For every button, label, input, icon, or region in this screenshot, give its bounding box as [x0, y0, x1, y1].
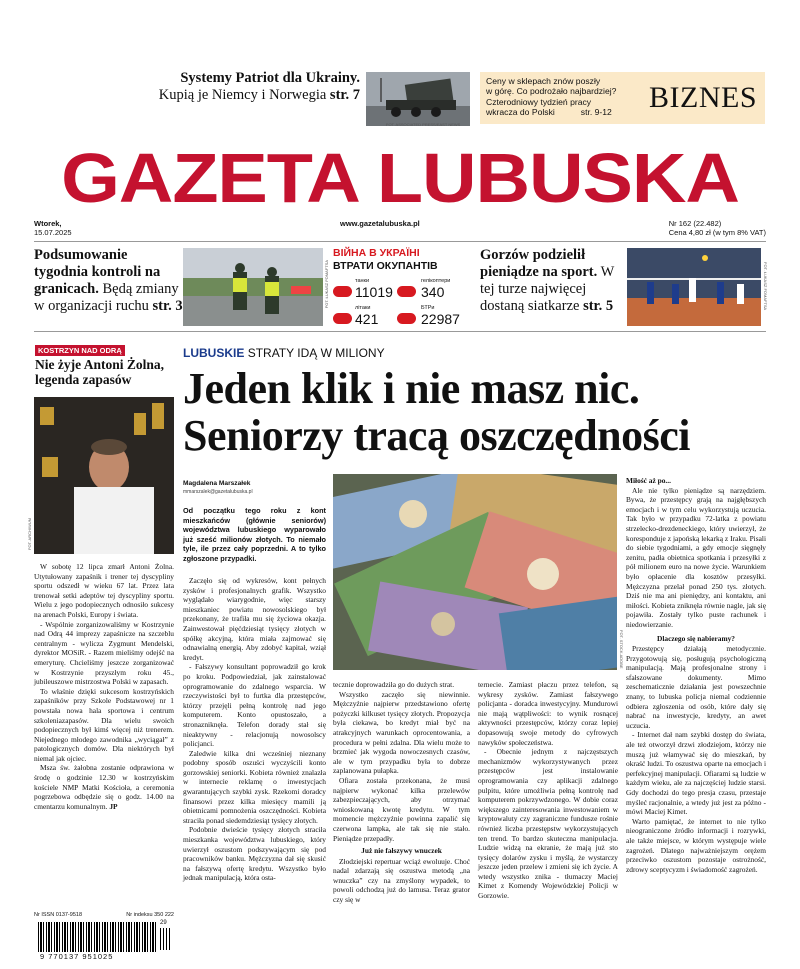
masthead-issue	[669, 219, 766, 237]
masthead-day: Wtorek,	[34, 219, 62, 228]
war-label-0: танки	[355, 278, 370, 284]
sidebar-credit: FOT. ARCHIWUM	[27, 518, 32, 550]
war-title: ВІЙНА В УКРАЇНІ	[333, 247, 420, 259]
war-item-0	[333, 278, 403, 300]
issn-line	[34, 912, 174, 918]
strip-left-page: str. 3	[152, 298, 183, 314]
biznes-line4: wkracza do Polski	[486, 107, 555, 118]
lead-paragraph: Podobnie dwieście tysięcy złotych straciła mieszkanka województwa lubuskiego, który uwierzył oszustom podszywającym się pod pracowników banku. Mężczyzna dał się skusić na fałszywą ofertę kredytu. Wszystko było jednak manipulacją, która osta-	[183, 825, 326, 883]
teaser-patriot-photo[interactable]	[366, 72, 470, 126]
volleyball-photo[interactable]	[627, 248, 761, 326]
war-value-2: 421	[355, 311, 379, 327]
barcode-digits: 9 770137 951025	[40, 952, 114, 961]
lead-column-1	[183, 576, 326, 883]
war-label-2: літаки	[355, 305, 371, 311]
lead-headline-line2: Seniorzy tracą oszczędności	[183, 411, 691, 460]
tank-icon	[333, 286, 352, 297]
biznes-line3: Czterodniowy tydzień pracy	[486, 96, 592, 107]
barcode-addon-bars	[160, 928, 172, 950]
sidebar-paragraph: Msza św. żałobna zostanie odprawiona w środę o godzinie 12.30 w kostrzyńskim kościele NMP Matki Kościoła, a ceremonia pogrzebowa odbędzie się o godz. 14.00 na cmentarzu komunalnym.	[34, 763, 174, 811]
lead-headline-line1: Jeden klik i nie masz nic.	[183, 364, 640, 413]
helicopter-icon	[397, 286, 416, 297]
volleyball-illustration	[627, 248, 761, 326]
lead-email: mmarszalek@gazetalubuska.pl	[183, 489, 253, 495]
war-label-3: БТРи	[421, 305, 435, 311]
sidebar-signature: JP	[109, 801, 118, 811]
war-value-0: 11019	[355, 284, 393, 300]
biznes-page: str. 9-12	[580, 107, 612, 118]
barcode-addon: 29	[160, 920, 167, 926]
lead-column-2	[333, 680, 470, 905]
masthead-date-value: 15.07.2025	[34, 228, 72, 237]
sidebar-paragraph: To właśnie dzięki sukcesom kostrzyńskich zapaśników przy Szkole Podstawowej nr 1 powstała nowa hala sportowa i centrum szkoleniazapasów. Dla wielu swoich podopiecznych był kimś więcej niż trenerem. Niejednego młodego zawodnika „wyciągał” z patologicznych domów. Dla niektórych był niemal jak ojciec.	[34, 686, 174, 763]
lead-kicker	[183, 346, 385, 360]
border-control-photo[interactable]	[183, 248, 323, 326]
lead-paragraph: Złodziejski repertuar wciąż ewoluuje. Choć nadal zdarzają się oszustwa metodą „na wnuczka” czy na zmyślony wypadek, to powoli odchodzą już do lamusa. Teraz grator czy się w	[333, 856, 470, 905]
war-item-2	[333, 305, 403, 327]
war-item-1	[397, 278, 473, 300]
lead-photo-credit: FOT. STOCK.ADOBE	[619, 630, 624, 669]
strip-right-title: Gorzów podzielił pieniądze na sport.	[480, 247, 598, 280]
lead-paragraph: Przestępcy działają metodycznie. Przygotowują się, posługują psychologiczną manipulacją. Mają profesjonalne strony i sfałszowane dokumenty. Mimo zeschematicznie działania jest powszechnie znany, to lubuska policja niemal codziennie odbiera zgłoszenia od osób, które dały się nabrać na inwestycje, kredyty, an awet uczucia.	[626, 644, 766, 730]
lead-paragraph: ternecie. Zamiast płaczu przez telefon, są wykresy zysków. Zamiast fałszywego policjanta - doradca inwestycyjny. Mundurowi nie mają wątpliwości: to wynik rosnącej aktywności przestępców, którzy coraz lepiej dopasowują swoje metody do cyfrowych nawyków społeczeństwa.	[478, 680, 618, 747]
biznes-section-label: BIZNES	[649, 81, 757, 114]
plane-icon	[333, 313, 352, 324]
lead-column-3	[478, 680, 618, 901]
teaser-patriot[interactable]	[100, 70, 360, 104]
lead-kicker-region: LUBUSKIE	[183, 346, 245, 360]
wrestling-coach-illustration	[34, 397, 174, 554]
war-subtitle: ВТРАТИ ОКУПАНТІВ	[333, 260, 438, 272]
strip-credit-right: FOT. ŁUKASZ FOMAFTSA	[763, 262, 768, 311]
lead-paragraph: - Fałszywy konsultant poprowadził go krok po kroku. Podpowiedział, jak zainstalować oprogramowanie do zdalnego wsparcia. W rzeczywistości był to furtka dla przestępców, którzy przejęli pełną kontrolę nad jego komputerem. Konto opustoszało, a stronazniknęła. Telefon dorady stał się nieaktywny - relacjonują nowosolscy policjanci.	[183, 662, 326, 749]
sidebar-paragraph: - Wspólnie zorganizowaliśmy w Kostrzynie nad Odrą 44 imprezy zapaśnicze na szczeblu centralnym - wylicza Zygmunt Mendelski, dyrektor MOSiR. - Razem mieliśmy odejść na emeryturę. Chcieliśmy jeszcze zorganizować w Kostrzynie przyszłym roku 45., jubileuszowe mistrzostwa Polski w zapasach.	[34, 619, 174, 687]
war-item-3	[397, 305, 473, 327]
lead-paragraph: - Internet dał nam szybki dostęp do świata, ale też otworzył drzwi złodziejom, którzy nie muszą już włamywać się do mieszkań, by okraść ludzi. To oszustwa oparte na emocjach i perfekcyjnej manipulacji. Ofiarami są ludzie w każdym wieku, ale za najczęściej ludzie starsi. Gdy dochodzi do tego presja czasu, przestaje myśleć racjonalnie, a wtedy już jest za późno - mówi Maciej Kimet.	[626, 730, 766, 817]
issue-number: Nr 162 (22.482)	[668, 219, 722, 228]
lead-subheading: Dlaczego się nabieramy?	[657, 633, 735, 643]
teaser-patriot-line2: Kupią je Niemcy i Norwegia	[158, 87, 327, 103]
lead-paragraph: - Obecnie jednym z najczęstszych mechanizmów wykorzystywanych przez przestępców jest instalowanie oprogramowania czy aplikacji zdalnego pulpitu, które umożliwia pełną kontrolę nad komputerem pokrzywdzonego. W dobie coraz większego zainteresowania inwestowaniem w kryptowaluty czy zagraniczne fundusze rośnie również liczba przestępstw wykorzystujących ten trend. To bardzo skuteczna manipulacja. Ludzie widzą na ekranie, że mają już sto tysięcy dolarów zysku i myślą, że wystarczy jeszcze jeden przelew i zmieni się ich życie. A wtedy wszystko znika - tłumaczy Maciej Kimet z Komendy Wojewódzkiej Policji w Gorzowie.	[478, 747, 618, 901]
lead-author: Magdalena Marszałek	[183, 480, 251, 487]
issue-price: Cena 4,80 zł (w tym 8% VAT)	[668, 228, 766, 237]
lead-subheading: Miłość aż po...	[626, 476, 671, 485]
strip-right-text: W tej turze najwięcej dostaną siatkarze	[480, 264, 615, 314]
masthead-website[interactable]: www.gazetalubuska.pl	[340, 219, 420, 228]
teaser-biznes[interactable]	[480, 72, 765, 124]
sidebar-title[interactable]: Nie żyje Antoni Żolna, legenda zapasów	[35, 357, 165, 387]
war-box	[333, 247, 473, 329]
lead-subheading: Już nie fałszywy wnuczek	[361, 846, 442, 856]
teaser-patriot-page: str. 7	[329, 87, 360, 103]
strip-left-text: Będą zmiany w organizacji ruchu	[34, 281, 179, 314]
lead-byline	[183, 480, 253, 496]
biznes-line1: Ceny w sklepach znów poszły	[486, 76, 601, 86]
teaser-patriot-line1: Systemy Patriot dla Ukrainy.	[180, 70, 360, 86]
index-number: Nr indeksu 350 222	[126, 912, 174, 918]
war-value-1: 340	[421, 284, 445, 300]
lead-paragraph: Wszystko zaczęło się niewinnie. Mężczyźnie najpierw przedstawiono ofertę pożyczki kilkuset tysięcy złotych. Propozycja była ciekawa, bo kredyt miał być na atrakcyjnych warunkach oprocentowania, a procedura w pełni zdalna. Dla wielu może to brzmieć jak wygoda nowoczesnych czasów, ale w tym przypadku była to dobrze zaplanowana pułapka.	[333, 689, 470, 776]
lead-paragraph: Warto pamiętać, że internet to nie tylko nieograniczone źródło informacji i rozrywki, ale także miejsce, w którym występuje wiele zagrożeń. Dlatego najważniejszym orężem przeciwko oszustom pozostaje ostrożność, zdrowy sceptycyzm i świadomość zagrożeń.	[626, 816, 766, 874]
biznes-line2: w górę. Co podrożało najbardziej?	[486, 86, 617, 97]
lead-headline[interactable]	[183, 365, 768, 459]
masthead-date	[34, 219, 72, 237]
lead-column-4	[626, 476, 766, 874]
lead-paragraph: tecznie doprowadziła go do dużych strat.	[333, 680, 455, 689]
strip-credit-left: FOT. ŁUKASZ FOMAFTSA	[324, 260, 329, 309]
banknotes-illustration	[333, 474, 617, 670]
issn: Nr ISSN 0137-9518	[34, 912, 82, 918]
sidebar-paragraph: W sobotę 12 lipca zmarł Antoni Żolna. Utytułowany zapaśnik i trener tej dyscypliny sportu odszedł w wieku 67 lat. Przez lata trenował setki adeptów tej dyscypliny sportu. Wielu z jego podopiecznych odnosiło sukcesy na arenach Polski, Europy i świata.	[34, 562, 174, 619]
lead-intro: Od początku tego roku z kont mieszkańców (głównie seniorów) województwa lubuskiego wyparowało już sześć milionów złotych. To niemało tyle, ile przez cały poprzedni. A to tylko zgłoszone przypadki.	[183, 506, 326, 563]
sidebar-photo[interactable]	[34, 397, 174, 554]
lead-paragraph: Zaledwie kilka dni wcześniej nieznany podobny sposób oszuści wyczyścili konto gorzowskiej seniorki. Kobieta również znalazła w internecie reklamę o inwestycjach gwarantujących szybki zysk. Rzekomi doradcy finansowi przez kilka miesięcy mamili ją obietnicami pomnożenia oszczędności. Kobieta straciła ponad siedemdziesiąt tysięcy złotych.	[183, 748, 326, 825]
strip-left-teaser[interactable]	[34, 247, 184, 315]
war-value-3: 22987	[421, 311, 460, 327]
border-officers-illustration	[183, 248, 323, 326]
strip-divider	[34, 241, 766, 242]
patriot-launcher-illustration	[366, 72, 470, 126]
war-label-1: гелікоптери	[421, 278, 451, 284]
sidebar-body	[34, 562, 174, 811]
apc-icon	[397, 313, 416, 324]
strip-right-teaser[interactable]	[480, 247, 625, 315]
masthead-title: GAZETA LUBUSKA	[61, 139, 739, 217]
lead-paragraph: Ofiara została przekonana, że musi najpierw wykonać kilka przelewów zabezpieczających, aby otrzymać wnioskowaną kwotę kredytu. W tym momencie mężczyźnie powinna zapalić się czerwona lampka, ale tak się nie stało. Pieniądze przepadły.	[333, 775, 470, 843]
sidebar-kicker: KOSTRZYN NAD ODRĄ	[35, 345, 125, 356]
lead-kicker-text: STRATY IDĄ W MILIONY	[247, 346, 385, 360]
lead-paragraph: Ale nie tylko pieniądze są narzędziem. Bywa, że przestępcy grają na najgłębszych emocjach i w tym celu wykorzystują uczucia. Tak było w przypadku 72-latka z powiatu strzelecko-drezdeneckiego, który uwierzył, że koresponduje z japońską lekarką z Iraku. Pisali do siebie tygodniami, a gdy emocje sięgnęły zenitu, padła obietnica spotkania i przesyłki z pół milionem euro na nowe życie. Warunkiem było opłacenie dla kosztów przesyłki. Mężczyzna przelał ponad 250 tys. złotych. Dziś nie ma ani pieniędzy, ani kontaktu, ani miłości. Kobieta zniknęła równie nagle, jak się pojawiła. Zostały tylko puste rachunek i niedowierzanie.	[626, 485, 766, 629]
strip-right-page: str. 5	[583, 298, 614, 314]
lead-paragraph: Zaczęło się od wykresów, kont pełnych zysków i profesjonalnych grafik. Wszystko wyglądało wiarygodnie, więc starszy mieszkaniec powiatu nowosolskiego był przekonany, że trafiła mu się życiowa okazja. Zainwestował pięćdziesiąt tysięcy złotych w spółkę akcyjną, która miała zajmować się odnawialną energią. Aby zdobyć kapitał, wziął kredyt.	[183, 576, 326, 662]
strip-bottom-divider	[34, 331, 766, 332]
lead-photo[interactable]	[333, 474, 617, 670]
strip-left-title: Podsumowanie tygodnia kontroli na granicach.	[34, 247, 161, 297]
barcode	[38, 922, 158, 952]
patriot-credit: FOT. ASSOCIATED PRESS/EAST NEWS	[386, 122, 461, 127]
